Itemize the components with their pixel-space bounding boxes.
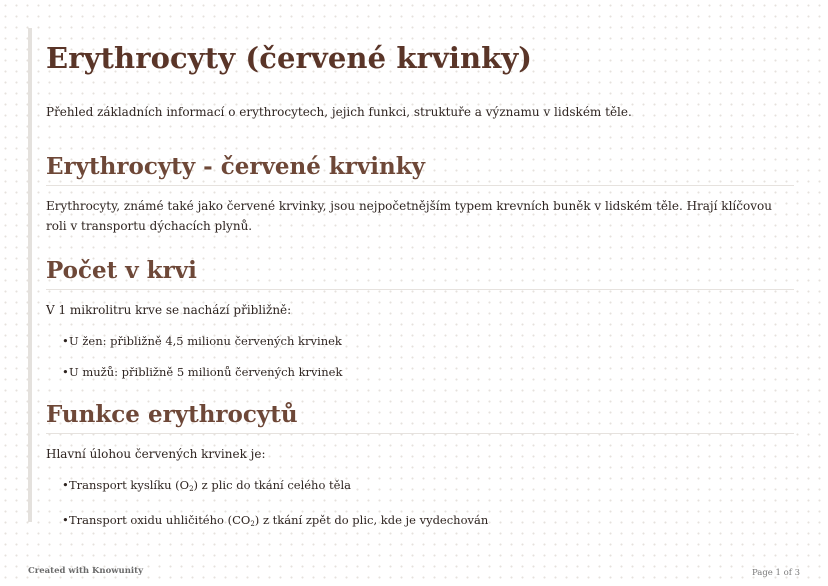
section-erythrocyty [46,152,794,236]
list-item [46,362,794,382]
section-heading: Počet v krvi [46,256,794,290]
intro-text: Přehled základních informací o erythrocytech, jejich funkci, struktuře a významu v lidském těle. [46,105,632,119]
page-title: Erythrocyty (červené krvinky) [46,41,533,75]
page-number: Page 1 of 3 [751,568,800,578]
list-item-text: Transport kyslíku $(O_2)$ z plic do tkání celého těla [69,478,352,493]
list-item [46,475,794,499]
document-content [46,36,794,534]
list-item-text: U žen: přibližně 4,5 milionu červených krvinek [69,334,342,348]
list-item [46,510,794,534]
section-funkce [46,400,794,534]
bullet-icon: • [62,334,69,348]
section-heading: Erythrocyty - červené krvinky [46,152,794,186]
bullet-icon: • [62,478,69,492]
section-paragraph: Hlavní úlohou červených krvinek je: [46,447,266,461]
section-paragraph: V 1 mikrolitru krve se nachází přibližně: [46,303,292,317]
section-paragraph: Erythrocyty, známé také jako červené krvinky, jsou nejpočetnějším typem krevních buněk v lidském těle. Hrají klíčovou roli v transportu dýchacích plynů. [46,199,772,233]
bullet-icon: • [62,365,69,379]
bullet-icon: • [62,513,69,527]
list-item-text: U mužů: přibližně 5 milionů červených krvinek [69,365,343,379]
bullet-list [46,331,794,382]
list-item-text: Transport oxidu uhličitého $(CO_2)$ z tkání zpět do plic, kde je vydechován [69,513,489,528]
list-item [46,331,794,351]
section-pocet-v-krvi [46,256,794,382]
left-accent-bar [28,28,32,522]
footer-credit: Created with Knowunity [28,566,144,576]
bullet-list [46,475,794,534]
section-heading: Funkce erythrocytů [46,400,794,434]
